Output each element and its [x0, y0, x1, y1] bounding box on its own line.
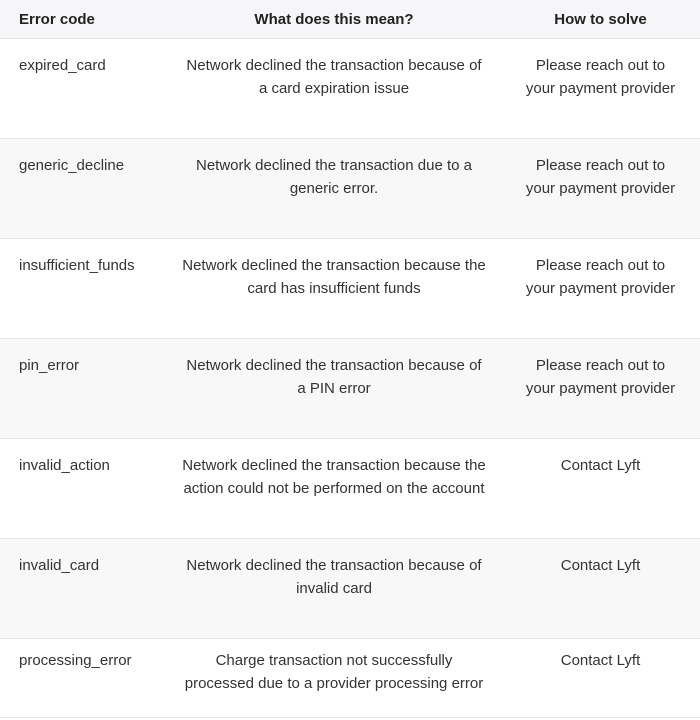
- meaning-cell: Network declined the transaction because of invalid card: [186, 557, 482, 597]
- header-how-to-solve: How to solve: [554, 10, 647, 28]
- error-code-cell: pin_error: [19, 357, 80, 374]
- meaning-cell: Network declined the transaction because of a card expiration issue: [186, 57, 482, 97]
- table-row: [0, 539, 700, 639]
- table-row: [0, 339, 700, 439]
- header-error-code: Error code: [19, 10, 95, 28]
- meaning-cell: Charge transaction not successfully processed due to a provider processing error: [184, 652, 484, 692]
- solve-cell: Please reach out to your payment provider: [525, 157, 676, 197]
- solve-cell: Contact Lyft: [560, 652, 641, 669]
- error-code-cell: invalid_card: [19, 557, 100, 574]
- table-row: [0, 139, 700, 239]
- solve-cell: Please reach out to your payment provider: [525, 257, 676, 297]
- solve-cell: Please reach out to your payment provider: [525, 357, 676, 397]
- error-code-cell: insufficient_funds: [19, 257, 135, 274]
- solve-cell: Contact Lyft: [560, 457, 641, 474]
- meaning-cell: Network declined the transaction due to a generic error.: [196, 157, 472, 197]
- meaning-cell: Network declined the transaction because of a PIN error: [186, 357, 482, 397]
- header-meaning: What does this mean?: [254, 10, 414, 28]
- error-code-cell: processing_error: [19, 652, 132, 669]
- solve-cell: Please reach out to your payment provider: [525, 57, 676, 97]
- error-code-cell: invalid_action: [19, 457, 110, 474]
- error-code-cell: expired_card: [19, 57, 106, 74]
- meaning-cell: Network declined the transaction because the action could not be performed on the account: [182, 457, 486, 497]
- solve-cell: Contact Lyft: [560, 557, 641, 574]
- error-code-cell: generic_decline: [19, 157, 125, 174]
- table-row: [0, 639, 700, 718]
- table-row: [0, 239, 700, 339]
- table-row: [0, 439, 700, 539]
- table-header-row: [0, 0, 700, 39]
- meaning-cell: Network declined the transaction because the card has insufficient funds: [182, 257, 486, 297]
- table-row: [0, 39, 700, 139]
